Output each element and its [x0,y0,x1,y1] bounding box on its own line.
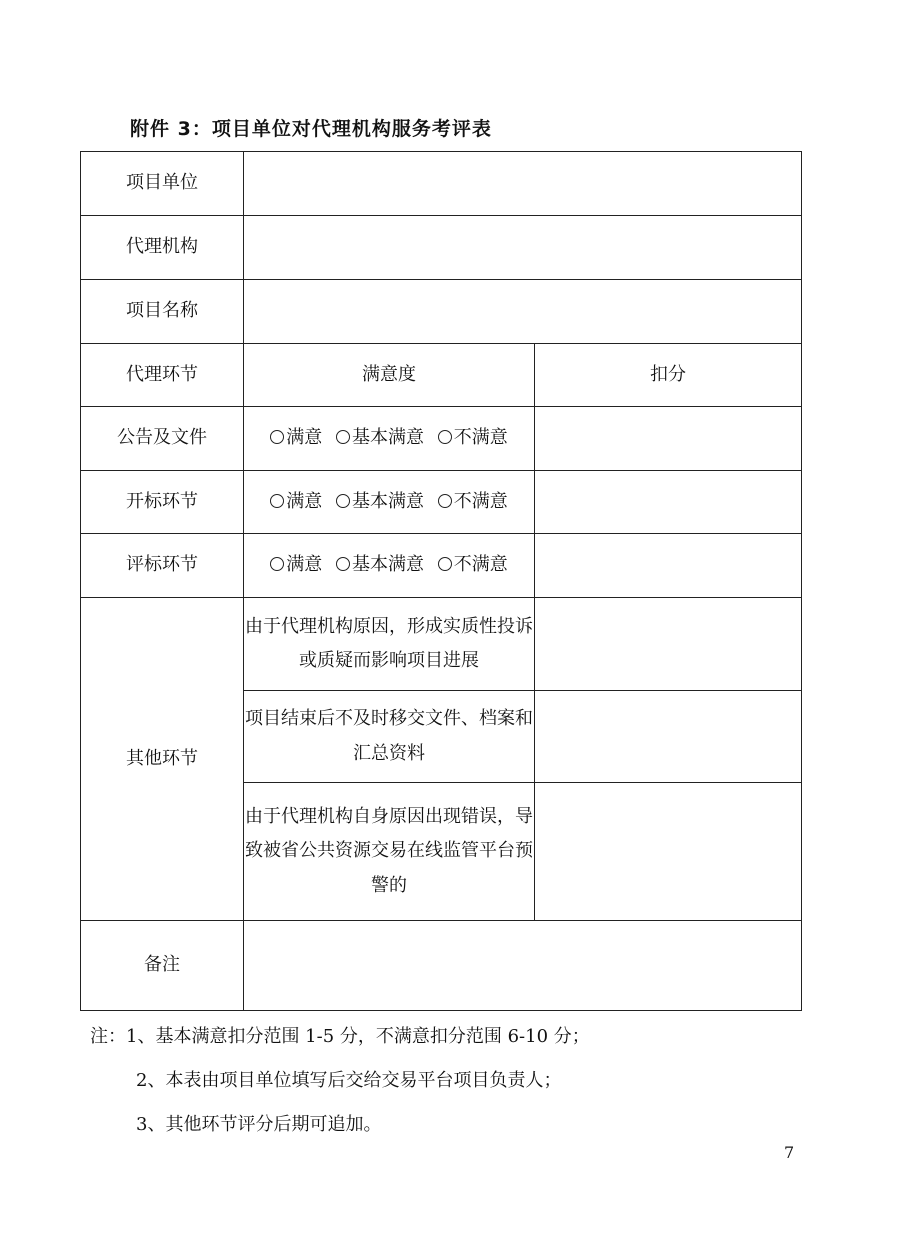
radio-circle-icon[interactable] [438,557,452,571]
radio-circle-icon[interactable] [270,557,284,571]
project-unit-field[interactable] [244,152,802,216]
table-row [81,471,802,534]
option-satisfied[interactable]: 满意 [270,491,322,512]
table-row [81,598,802,691]
table-row [81,407,802,471]
satisfaction-options [244,471,535,534]
page-number: 7 [784,1143,795,1162]
stage-announcement: 公告及文件 [81,407,244,471]
note-line: 注：1、基本满意扣分范围 1-5 分，不满意扣分范围 6-10 分； [90,1026,590,1047]
stage-other: 其他环节 [81,598,244,921]
radio-circle-icon[interactable] [270,430,284,444]
radio-circle-icon[interactable] [438,494,452,508]
project-name-field[interactable] [244,280,802,344]
radio-circle-icon[interactable] [336,494,350,508]
satisfaction-options [244,407,535,471]
stage-header: 代理环节 [81,344,244,407]
option-unsatisfied[interactable]: 不满意 [438,554,508,575]
agency-label: 代理机构 [81,216,244,280]
remarks-label: 备注 [81,921,244,1011]
deduction-field[interactable] [535,407,802,471]
option-basically-satisfied[interactable]: 基本满意 [336,427,424,448]
other-item-2: 项目结束后不及时移交文件、档案和汇总资料 [244,691,535,783]
table-row [81,534,802,598]
option-unsatisfied[interactable]: 不满意 [438,427,508,448]
table-row [81,921,802,1011]
stage-bid-opening: 开标环节 [81,471,244,534]
deduction-field[interactable] [535,691,802,783]
deduction-field[interactable] [535,783,802,921]
deduction-field[interactable] [535,598,802,691]
project-name-label: 项目名称 [81,280,244,344]
page-title: 附件 3：项目单位对代理机构服务考评表 [130,118,492,140]
radio-circle-icon[interactable] [438,430,452,444]
stage-evaluation: 评标环节 [81,534,244,598]
notes [90,1015,590,1147]
deduction-header: 扣分 [535,344,802,407]
project-unit-label: 项目单位 [81,152,244,216]
agency-field[interactable] [244,216,802,280]
deduction-field[interactable] [535,534,802,598]
option-basically-satisfied[interactable]: 基本满意 [336,554,424,575]
other-item-3: 由于代理机构自身原因出现错误，导致被省公共资源交易在线监管平台预警的 [244,783,535,921]
option-unsatisfied[interactable]: 不满意 [438,491,508,512]
option-satisfied[interactable]: 满意 [270,554,322,575]
deduction-field[interactable] [535,471,802,534]
remarks-field[interactable] [244,921,802,1011]
satisfaction-header: 满意度 [244,344,535,407]
satisfaction-options [244,534,535,598]
radio-circle-icon[interactable] [336,430,350,444]
other-item-1: 由于代理机构原因，形成实质性投诉或质疑而影响项目进展 [244,598,535,691]
note-line: 3、其他环节评分后期可追加。 [136,1114,382,1135]
table-row [81,216,802,280]
radio-circle-icon[interactable] [270,494,284,508]
table-row [81,280,802,344]
table-row [81,152,802,216]
table-header-row [81,344,802,407]
option-basically-satisfied[interactable]: 基本满意 [336,491,424,512]
evaluation-table [80,151,802,1011]
radio-circle-icon[interactable] [336,557,350,571]
option-satisfied[interactable]: 满意 [270,427,322,448]
note-line: 2、本表由项目单位填写后交给交易平台项目负责人； [136,1070,562,1091]
